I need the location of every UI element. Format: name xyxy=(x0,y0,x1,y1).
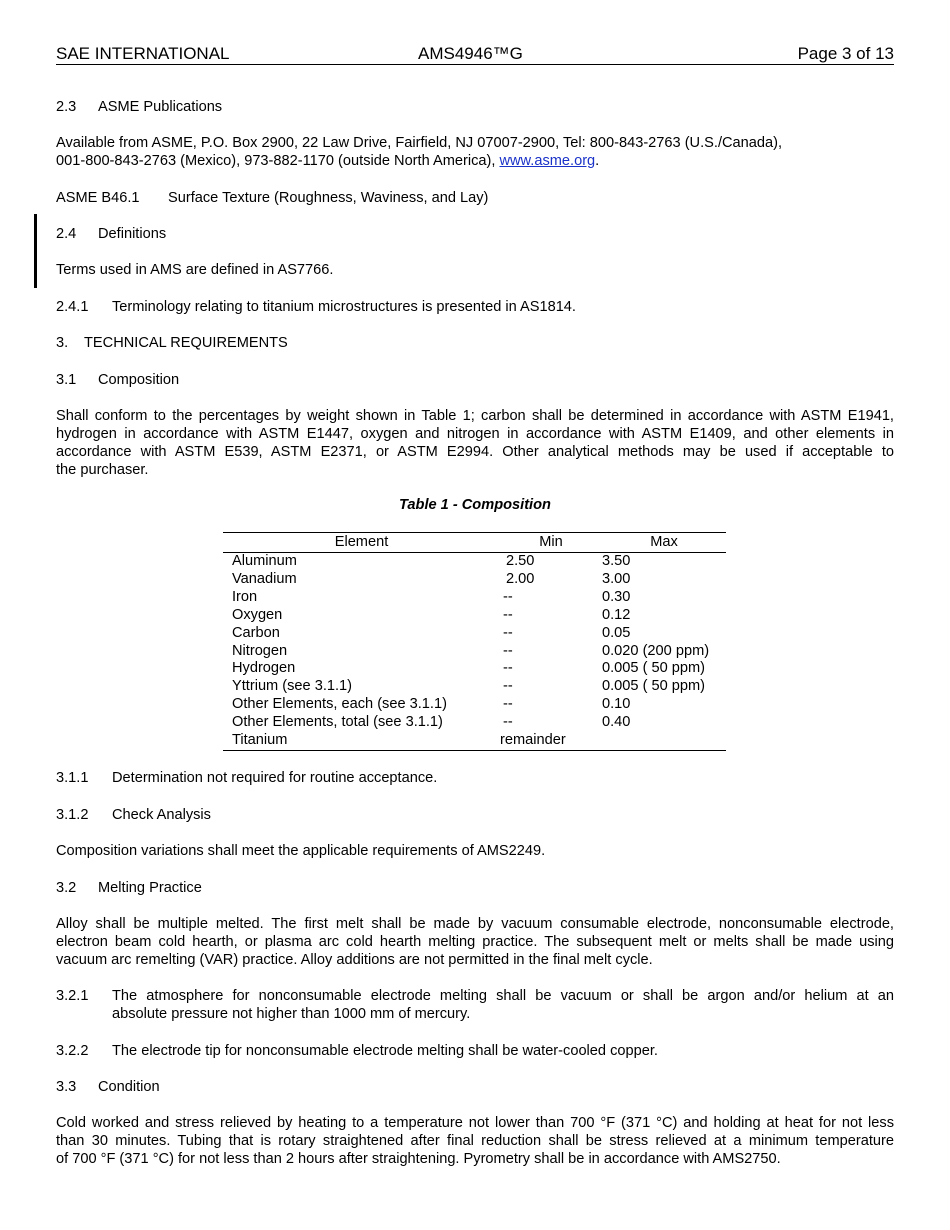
cell-max: 0.10 xyxy=(602,696,631,713)
page-header xyxy=(56,44,894,65)
composition-table xyxy=(223,532,726,751)
cell-max: 0.05 xyxy=(602,624,631,641)
table-row xyxy=(223,571,726,589)
cell-max xyxy=(602,732,726,750)
cell-element: Yttrium (see 3.1.1) xyxy=(232,678,353,695)
cell-max: 3.00 xyxy=(602,570,631,587)
cell-max: 0.30 xyxy=(602,588,631,605)
cell-min: -- xyxy=(503,696,513,713)
header-doc-id: AMS4946™G xyxy=(418,44,523,63)
header-org: SAE INTERNATIONAL xyxy=(56,44,230,63)
cell-element: Iron xyxy=(232,588,258,605)
section-3-1-heading: 3.1 Composition xyxy=(56,372,180,388)
col-header-min: Min xyxy=(500,533,602,553)
cell-max: 0.40 xyxy=(602,714,631,731)
cell-element: Other Elements, each (see 3.1.1) xyxy=(232,696,447,713)
section-2-3-heading: 2.3 ASME Publications xyxy=(56,99,223,115)
cell-min: -- xyxy=(503,678,513,695)
cell-min: -- xyxy=(503,642,513,659)
table-header-row xyxy=(223,533,726,553)
cell-min: -- xyxy=(503,588,513,605)
cell-element: Nitrogen xyxy=(232,642,288,659)
table-row xyxy=(223,589,726,607)
cell-max: 0.12 xyxy=(602,606,631,623)
asme-availability-paragraph: Available from ASME, P.O. Box 2900, 22 Law Drive, Fairfield, NJ 07007-2900, Tel: 800-843-2763 (U.S./Canada), xyxy=(56,135,783,151)
section-3-3-heading: 3.3 Condition xyxy=(56,1079,160,1095)
col-header-element: Element xyxy=(223,533,500,553)
cell-min: 2.00 xyxy=(506,570,535,587)
cell-max: 0.020 (200 ppm) xyxy=(602,642,710,659)
table-row xyxy=(223,660,726,678)
cell-element: Other Elements, total (see 3.1.1) xyxy=(232,714,443,731)
cell-max: 0.005 ( 50 ppm) xyxy=(602,660,706,677)
table-caption: Table 1 - Composition xyxy=(399,497,551,513)
table-row xyxy=(223,625,726,643)
table-row xyxy=(223,696,726,714)
section-3-heading: 3. TECHNICAL REQUIREMENTS xyxy=(56,335,288,351)
section-3-2-1: 3.2.1 The atmosphere for nonconsumable electrode melting shall be vacuum or shall be argon and/or helium at an absolute pressure not higher than 1000 mm of mercury. xyxy=(56,988,894,1022)
table-row xyxy=(223,553,726,571)
section-2-4-heading: 2.4 Definitions xyxy=(56,226,167,242)
table-row xyxy=(223,607,726,625)
cell-min: -- xyxy=(503,624,513,641)
section-3-2-heading: 3.2 Melting Practice xyxy=(56,880,202,896)
header-page-number: Page 3 of 13 xyxy=(797,44,894,63)
section-3-1-2: 3.1.2 Check Analysis xyxy=(56,807,211,823)
table-row xyxy=(223,643,726,661)
col-header-max: Max xyxy=(602,533,726,553)
cell-max: 0.005 ( 50 ppm) xyxy=(602,678,706,695)
melting-paragraph: Alloy shall be multiple melted. The first melt shall be made by vacuum consumable electrode, nonconsumable electrode, electron beam cold hearth, or plasma arc cold hearth melting practice. The subsequent melt or melts shall be made using vacuum arc remelting (VAR) practice. Alloy additions are not permitted in the final melt cycle. xyxy=(56,916,894,968)
cell-element: Hydrogen xyxy=(232,660,296,677)
cell-element: Vanadium xyxy=(232,570,297,587)
section-2-4-1: 2.4.1 Terminology relating to titanium microstructures is presented in AS1814. xyxy=(56,299,576,315)
cell-min: -- xyxy=(503,660,513,677)
cell-min: 2.50 xyxy=(506,553,535,569)
cell-min: remainder xyxy=(500,732,566,749)
table-row xyxy=(223,732,726,750)
cell-element: Oxygen xyxy=(232,606,283,623)
cell-max: 3.50 xyxy=(602,553,631,569)
composition-paragraph: Shall conform to the percentages by weight shown in Table 1; carbon shall be determined in accordance with ASTM E1941, hydrogen in accordance with ASTM E1447, oxygen and nitrogen in accordance with ASTM E1409, and other elements in accordance with ASTM E539, ASTM E2371, or ASTM E2994. Other analytical methods may be used if acceptable to the purchaser. xyxy=(56,408,894,478)
cell-min: -- xyxy=(503,714,513,731)
asme-availability-line2: 001-800-843-2763 (Mexico), 973-882-1170 (outside North America), www.asme.org. xyxy=(56,153,600,169)
check-analysis-paragraph: Composition variations shall meet the applicable requirements of AMS2249. xyxy=(56,843,546,859)
revision-change-bar xyxy=(34,214,37,288)
cell-element: Carbon xyxy=(232,624,280,641)
asme-website-link[interactable]: www.asme.org xyxy=(499,153,596,169)
table-row xyxy=(223,678,726,696)
section-3-1-1: 3.1.1 Determination not required for routine acceptance. xyxy=(56,770,438,786)
terms-paragraph: Terms used in AMS are defined in AS7766. xyxy=(56,262,334,278)
condition-paragraph: Cold worked and stress relieved by heating to a temperature not lower than 700 °F (371 °C) and holding at heat for not less than 30 minutes. Tubing that is rotary straightened after final reduction shall be stress relieved at a minimum temperature of 700 °F (371 °C) for not less than 2 hours after straightening. Pyrometry shall be in accordance with AMS2750. xyxy=(56,1115,894,1167)
cell-element: Titanium xyxy=(232,732,288,749)
cell-min: -- xyxy=(503,606,513,623)
cell-element: Aluminum xyxy=(232,553,297,569)
asme-b46-reference: ASME B46.1 Surface Texture (Roughness, Waviness, and Lay) xyxy=(56,190,489,206)
section-3-2-2: 3.2.2 The electrode tip for nonconsumable electrode melting shall be water-cooled copper. xyxy=(56,1043,658,1059)
table-row xyxy=(223,714,726,732)
